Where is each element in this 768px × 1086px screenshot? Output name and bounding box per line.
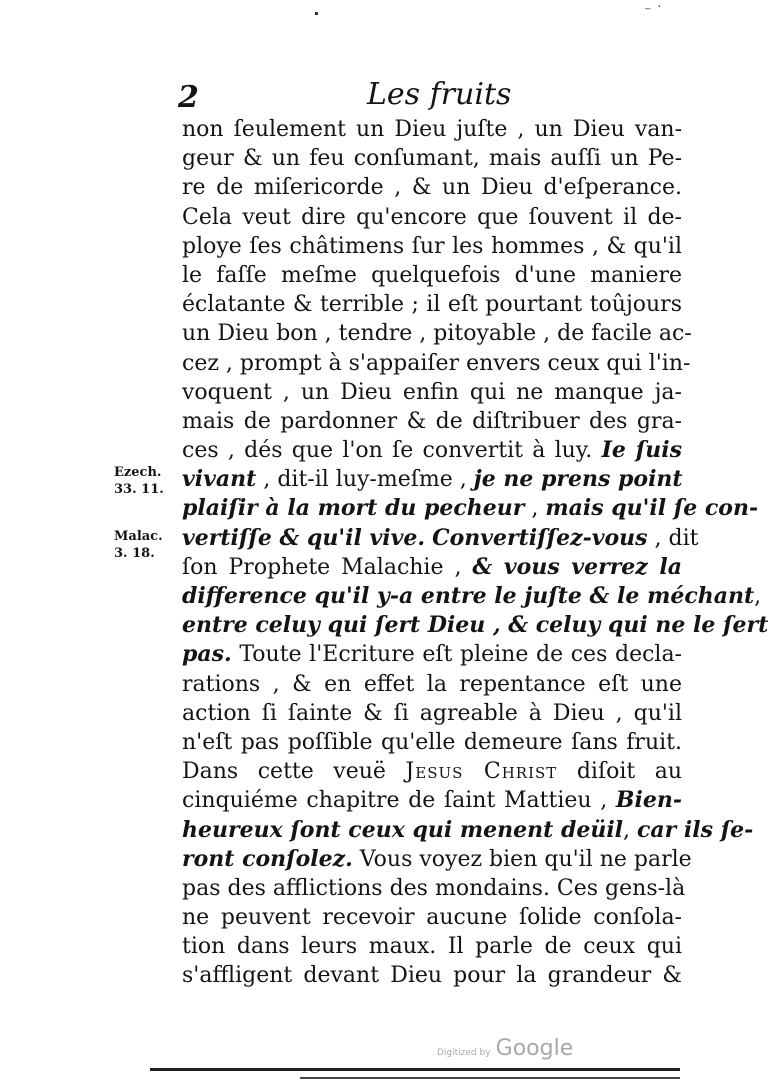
text-segment: Dans cette veuë (182, 759, 406, 785)
text-line (182, 961, 682, 990)
text-segment: , dit-il luy-meſme , (256, 467, 474, 493)
margin-note-ezechiel (114, 464, 164, 498)
text-segment: Vous voyez bien qu'il ne parle (352, 846, 692, 872)
small-caps-segment: Jesus Christ (405, 759, 558, 785)
text-line (182, 640, 682, 669)
text-segment: diſoit au (557, 759, 682, 785)
text-segment: Toute l'Ecriture eſt pleine de ces decla- (231, 642, 682, 668)
italic-segment: mais qu'il ſe con- (545, 495, 759, 522)
italic-segment: Ie ſuis (601, 437, 682, 464)
text-segment: , (754, 584, 762, 609)
printing-mark (315, 12, 318, 15)
text-segment: ces , dés que l'on ſe convertit à luy. (182, 438, 602, 464)
italic-segment: vivant (182, 466, 257, 493)
digitized-watermark (437, 1036, 573, 1061)
italic-segment: & vous verrez la (472, 553, 682, 580)
margin-note-line: 3. 18. (114, 546, 155, 561)
text-line (182, 203, 682, 232)
text-line (182, 261, 682, 290)
text-segment: , (623, 817, 638, 843)
italic-segment: vertiſſe & qu'il vive. (182, 524, 426, 551)
text-line (182, 494, 759, 523)
text-segment: pas des afflictions des mondains. Ces gens-là (182, 875, 686, 901)
text-line (182, 407, 682, 436)
corner-mark: ⁻ ˙ (644, 4, 663, 20)
text-segment: éclatante & terrible ; il eſt pourtant toûjours (182, 292, 682, 318)
running-title: Les fruits (367, 77, 512, 112)
text-line (182, 611, 768, 640)
text-line (182, 816, 754, 845)
italic-segment: plaiſir à la mort du pecheur (182, 495, 525, 522)
text-line (182, 757, 682, 786)
text-segment: geur & un feu conſumant, mais auſſi un Pe- (182, 146, 682, 172)
text-line (182, 699, 682, 728)
text-segment: voquent , un Dieu enfin qui ne manque ja- (182, 379, 682, 405)
text-segment: non ſeulement un Dieu juſte , un Dieu van- (182, 117, 682, 142)
watermark-prefix: Digitized by (437, 1048, 491, 1058)
text-segment: tion dans leurs maux. Il parle de ceux qui (182, 934, 682, 960)
text-segment: le faſſe meſme quelquefois d'une maniere (182, 262, 682, 288)
google-logo-text: Google (495, 1036, 574, 1061)
italic-segment: heureux ſont ceux qui menent deüil (182, 816, 624, 843)
text-segment: ploye ſes châtimens ſur les hommes , & qu'il (182, 233, 682, 259)
italic-segment: entre celuy qui ſert Dieu , & celuy qui ne le ſert (182, 612, 768, 639)
text-line (182, 319, 692, 348)
margin-note-line: 33. 11. (114, 482, 164, 497)
text-line (182, 932, 682, 961)
text-segment: rations , & en effet la repentance eſt une (182, 671, 682, 697)
text-segment: cinquiéme chapitre de ſaint Mattieu , (182, 788, 616, 814)
text-segment: mais de pardonner & de diſtribuer des gra- (182, 408, 682, 434)
text-segment: n'eſt pas poſſible qu'elle demeure ſans fruit. (182, 729, 682, 755)
text-line (182, 144, 682, 173)
text-line (182, 670, 682, 699)
text-line (182, 524, 699, 553)
text-line (182, 115, 682, 144)
text-line (182, 582, 762, 611)
text-line (182, 874, 686, 903)
margin-note-line: Ezech. (114, 465, 162, 480)
text-segment: cez , prompt à s'appaiſer envers ceux qui l'in- (182, 350, 691, 376)
text-line (182, 845, 692, 874)
text-segment: , dit (647, 525, 699, 551)
text-segment: re de miſericorde , & un Dieu d'eſperance. (182, 175, 682, 201)
text-line (182, 903, 682, 932)
margin-note-line: Malac. (114, 529, 163, 544)
text-line (182, 232, 682, 261)
text-line (182, 786, 682, 815)
text-line (182, 465, 682, 494)
text-line (182, 378, 682, 407)
italic-segment: car ils ſe- (637, 816, 754, 843)
italic-segment: difference qu'il y-a entre le juſte & le méchant (182, 583, 755, 609)
body-text (182, 115, 768, 991)
text-segment: un Dieu bon , tendre , pitoyable , de facile ac- (182, 321, 692, 347)
text-segment: ſon Prophete Malachie , (182, 554, 473, 580)
text-line (182, 553, 682, 582)
text-segment: , (524, 496, 546, 522)
text-line (182, 173, 682, 202)
text-segment: action ſi ſainte & ſi agreable à Dieu , qu'il (182, 700, 682, 726)
italic-segment: pas. (182, 641, 232, 668)
text-line (182, 436, 682, 465)
italic-segment: Bien- (615, 787, 682, 814)
italic-segment: Convertiſſez-vous (432, 524, 648, 551)
text-segment: Cela veut dire qu'encore que ſouvent il de- (182, 204, 682, 230)
text-segment: s'affligent devant Dieu pour la grandeur & (182, 963, 682, 989)
text-segment: ne peuvent recevoir aucune ſolide conſola- (182, 905, 682, 931)
bottom-rule-lower (300, 1077, 680, 1079)
italic-segment: je ne prens point (473, 466, 683, 493)
text-line (182, 290, 682, 319)
italic-segment: ront conſolez. (182, 845, 353, 872)
bottom-rule (150, 1068, 680, 1071)
margin-note-malachie (114, 528, 163, 562)
text-line (182, 728, 682, 757)
text-line (182, 349, 691, 378)
page-number: 2 (178, 80, 199, 115)
